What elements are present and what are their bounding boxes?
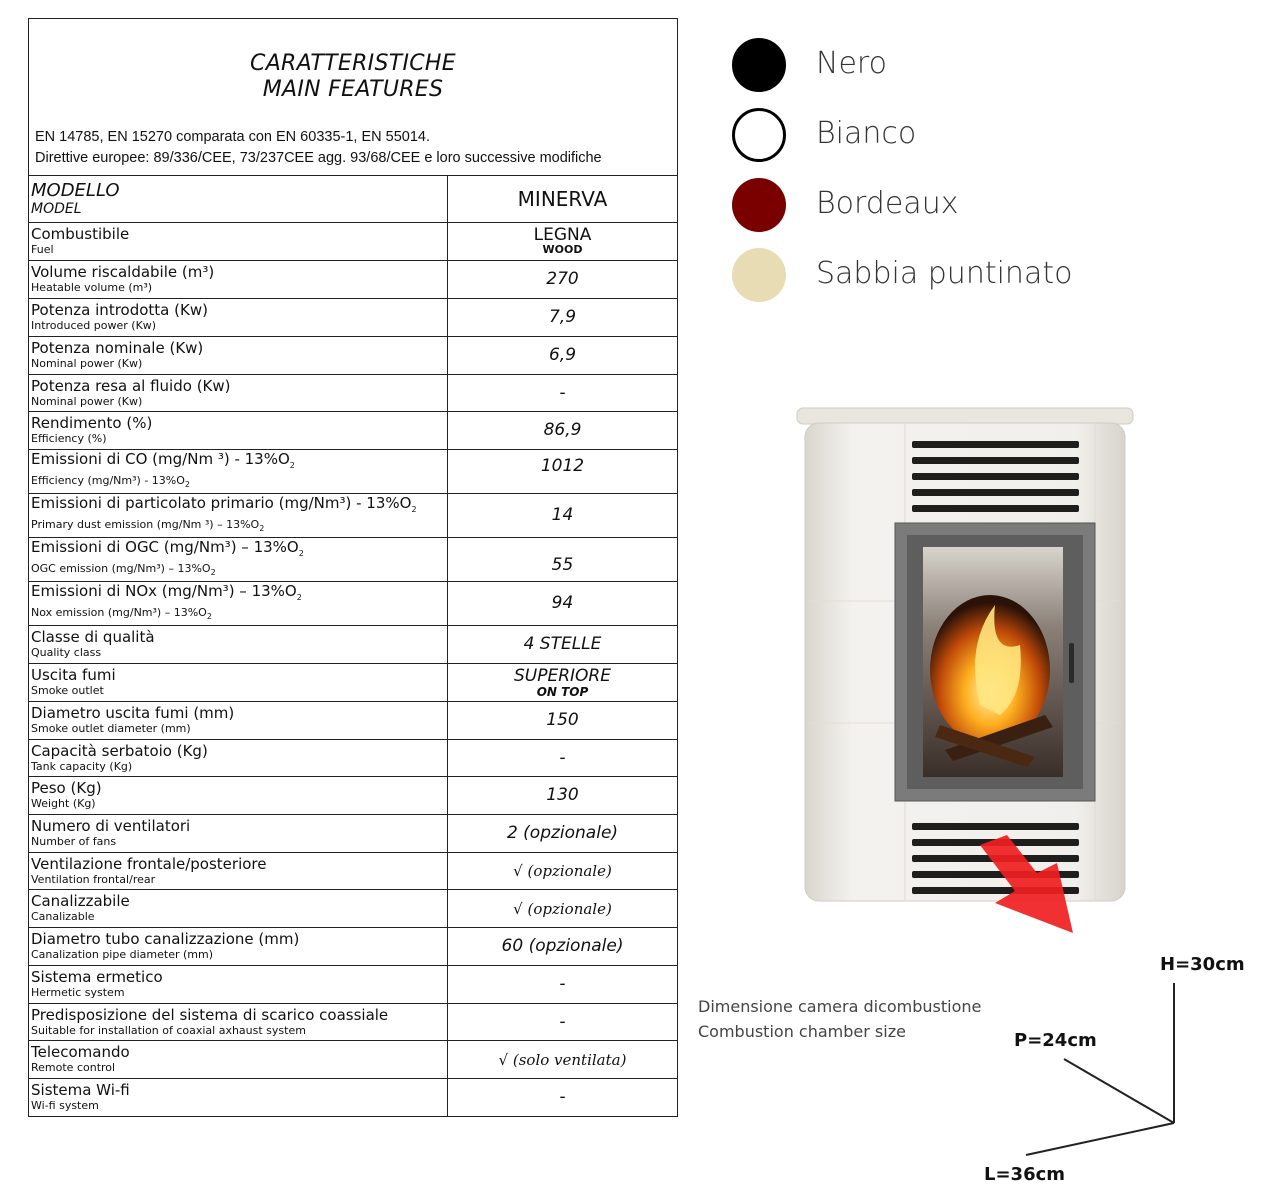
row-label: Potenza resa al fluido (Kw) (31, 376, 231, 395)
table-row (29, 411, 677, 449)
row-value: 130 (546, 785, 579, 805)
row-sublabel: Quality class (31, 646, 102, 659)
model-sublabel: MODEL (31, 200, 82, 217)
label-cell (29, 176, 448, 222)
table-row (29, 927, 677, 965)
row-sublabel: Efficiency $(mg/Nm^3) - 13\%O_2$ (31, 473, 190, 490)
row-sublabel: Weight (Kg) (31, 797, 96, 810)
row-label: Numero di ventilatori (31, 817, 191, 835)
row-sublabel: Efficiency (%) (31, 432, 107, 445)
table-row (29, 663, 677, 701)
row-value: 55 (551, 554, 574, 575)
table-row (29, 965, 677, 1003)
table-row (29, 701, 677, 739)
table-row (29, 1078, 677, 1116)
row-value: - (559, 747, 566, 768)
row-value: - (559, 1087, 566, 1108)
colour-label-white: Bianco (816, 116, 917, 151)
row-value-secondary: WOOD (542, 243, 583, 256)
row-label: Rendimento (%) (31, 414, 153, 432)
row-sublabel: Smoke outlet diameter (mm) (31, 722, 191, 735)
row-label: Diametro uscita fumi (mm) (31, 704, 235, 722)
row-value: √ (opzionale) (513, 899, 612, 918)
row-label: Diametro tubo canalizzazione (mm) (31, 930, 300, 948)
row-value: - (559, 974, 566, 994)
row-sublabel: Primary dust emission (mg/Nm $^3) - 13\%O_2$ (31, 517, 265, 534)
row-label: Volume riscaldabile (m³) (31, 263, 215, 281)
row-label: Canalizzabile (31, 892, 130, 910)
row-label: Emissioni di particolato primario $(mg/Nm^3) - 13\%O_2$ (31, 493, 417, 514)
title-english: MAIN FEATURES (262, 77, 444, 102)
model-value: MINERVA (517, 186, 608, 211)
row-value: 7,9 (548, 307, 577, 327)
stove-illustration (795, 405, 1140, 940)
row-label: Emissioni di CO (mg/Nm $^3) - 13\%O_2$ (31, 449, 295, 470)
row-value: 86,9 (543, 420, 582, 440)
row-value: √ (solo ventilata) (498, 1050, 627, 1069)
title-italian: CARATTERISTICHE (250, 51, 456, 76)
row-sublabel: Nox emission $(mg/Nm^3) - 13\%O_2$ (31, 605, 212, 622)
row-value: - (559, 1011, 566, 1032)
row-value: - (559, 382, 566, 403)
row-value: √ (opzionale) (513, 862, 612, 880)
row-sublabel: Canalizable (31, 910, 95, 923)
row-label: Emissioni di NOx $(mg/Nm^3) - 13\%O_2$ (31, 581, 302, 602)
norms-line-1: EN 14785, EN 15270 comparata con EN 60335-1, EN 55014. (35, 129, 430, 145)
row-value: 270 (546, 269, 579, 289)
row-sublabel: Number of fans (31, 835, 117, 848)
table-row (29, 625, 677, 663)
row-value: 94 (551, 593, 574, 613)
dimension-axes (1000, 975, 1190, 1175)
table-row (29, 776, 677, 814)
row-label: Peso (Kg) (31, 779, 102, 797)
row-label: Sistema Wi-fi (31, 1081, 130, 1100)
row-sublabel: Nominal power (Kw) (31, 357, 143, 370)
row-sublabel: Hermetic system (31, 986, 125, 999)
table-row (29, 260, 677, 298)
chamber-size-note-it: Dimensione camera dicombustione (698, 997, 982, 1016)
row-value: SUPERIORE (514, 665, 611, 686)
row-sublabel: Tank capacity (Kg) (31, 759, 133, 773)
row-label: Sistema ermetico (31, 968, 163, 986)
row-sublabel: Canalization pipe diameter (mm) (31, 948, 213, 961)
table-row (29, 336, 677, 374)
row-value: 6,9 (548, 345, 577, 365)
row-sublabel: Remote control (31, 1061, 116, 1074)
table-row (29, 814, 677, 852)
colour-swatch-black (732, 38, 786, 92)
row-label: Capacità serbatoio (Kg) (31, 741, 208, 760)
row-sublabel: Ventilation frontal/rear (31, 872, 156, 886)
table-row (29, 581, 677, 625)
table-row (29, 222, 677, 260)
table-row (29, 449, 677, 493)
colour-label-black: Nero (816, 46, 887, 81)
row-value: 60 (opzionale) (501, 936, 624, 956)
table-row (29, 889, 677, 927)
table-row (29, 739, 677, 776)
colour-swatch-sand (732, 248, 786, 302)
chamber-size-note-en: Combustion chamber size (698, 1022, 906, 1041)
row-label: Classe di qualità (31, 628, 155, 646)
value-cell (448, 176, 678, 222)
row-sublabel: Heatable volume (m³) (31, 281, 153, 294)
row-sublabel: Fuel (31, 243, 54, 256)
row-sublabel: Nominal power (Kw) (31, 394, 143, 408)
row-sublabel: Smoke outlet (31, 684, 104, 697)
row-value: 14 (551, 505, 574, 525)
table-row (29, 852, 677, 889)
dimension-length: L=36cm (984, 1164, 1066, 1185)
table-row (29, 176, 677, 222)
row-value: LEGNA (533, 225, 592, 245)
colour-swatch-bordeaux (732, 178, 786, 232)
row-value-secondary: ON TOP (536, 684, 589, 699)
model-label: MODELLO (31, 179, 120, 201)
table-row (29, 537, 677, 581)
row-sublabel: Suitable for installation of coaxial axhaust system (31, 1023, 306, 1037)
row-value: 1012 (540, 455, 585, 476)
colour-label-sand: Sabbia puntinato (816, 256, 1073, 291)
spec-table (29, 176, 677, 1116)
spec-sheet (28, 18, 678, 1117)
row-value: 150 (546, 710, 579, 730)
colour-swatch-white (732, 108, 786, 162)
row-label: Combustibile (31, 225, 130, 243)
row-label: Ventilazione frontale/posteriore (31, 854, 267, 873)
dimension-depth: P=24cm (1014, 1030, 1097, 1051)
row-label: Potenza nominale (Kw) (31, 339, 204, 357)
row-sublabel: Wi-fi system (31, 1099, 99, 1113)
row-label: Potenza introdotta (Kw) (31, 301, 208, 319)
row-label: Telecomando (31, 1043, 130, 1061)
table-row (29, 1003, 677, 1040)
norms-line-2: Direttive europee: 89/336/CEE, 73/237CEE agg. 93/68/CEE e loro successive modifiche (35, 150, 602, 166)
table-row (29, 493, 677, 537)
row-value: 2 (opzionale) (506, 823, 619, 843)
row-value: 4 STELLE (523, 634, 602, 654)
row-label: Uscita fumi (31, 666, 116, 684)
table-row (29, 374, 677, 411)
spec-sheet-header (29, 19, 677, 176)
table-row (29, 298, 677, 336)
row-sublabel: Introduced power (Kw) (31, 319, 157, 332)
row-sublabel: OGC emission $(mg/Nm^3) - 13\%O_2$ (31, 561, 216, 578)
dimension-height: H=30cm (1160, 954, 1245, 975)
row-label: Emissioni di OGC $(mg/Nm^3) - 13\%O_2$ (31, 537, 304, 558)
table-row (29, 1040, 677, 1078)
colour-label-bordeaux: Bordeaux (816, 186, 959, 221)
row-label: Predisposizione del sistema di scarico coassiale (31, 1005, 389, 1024)
